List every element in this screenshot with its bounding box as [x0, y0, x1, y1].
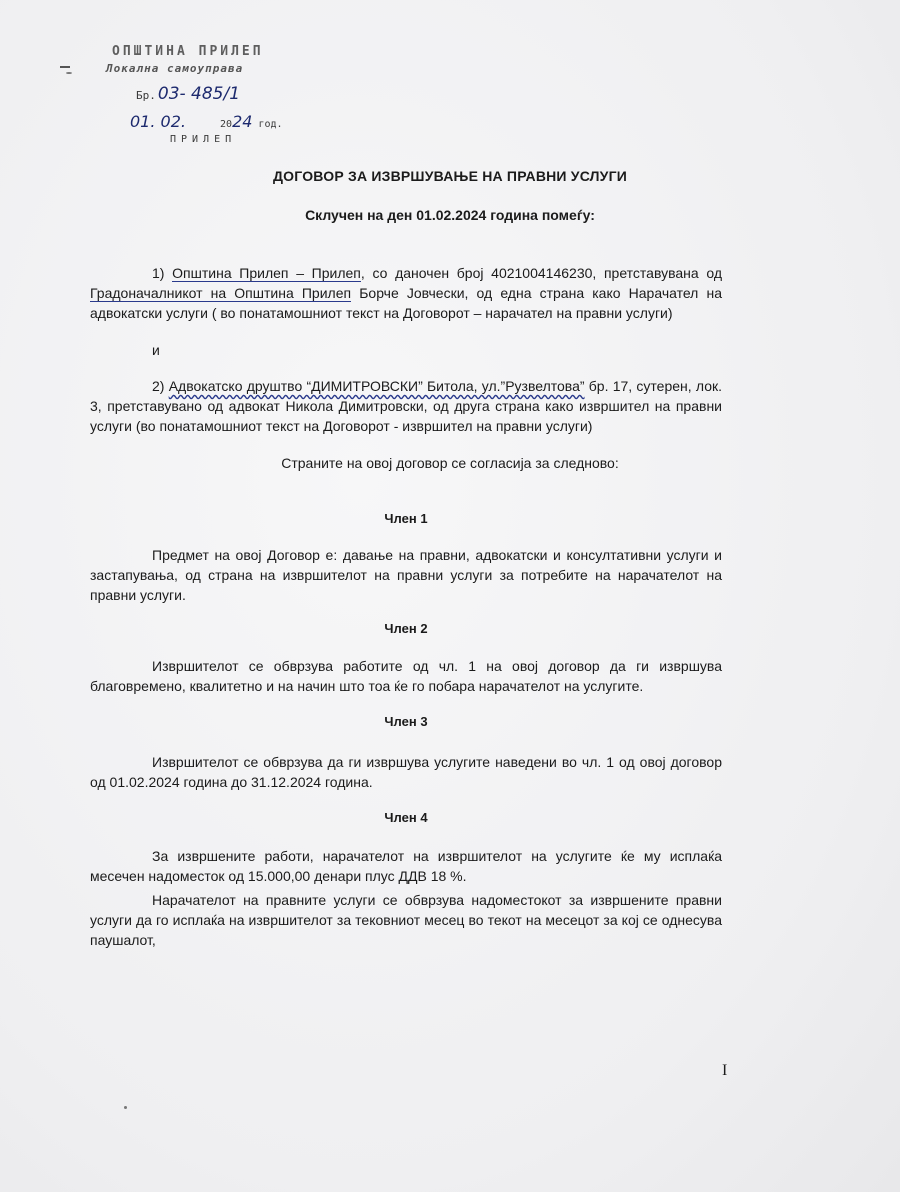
- party-1-rest: , со даночен број 4021004146230, претставувана од: [360, 265, 723, 281]
- agreement-line: Страните на овој договор се согласија за следново:: [281, 455, 619, 471]
- registry-stamp: [60, 40, 320, 145]
- article-1-paragraph: [90, 545, 722, 605]
- article-4-text-2: Нарачателот на правните услуги се обврзува надоместокот за извршените правни услуги да го исплаќа на извршителот за тековниот месец во текот на месецот за кој се однесува паушалот,: [90, 892, 722, 948]
- page-number: I: [722, 1062, 728, 1079]
- document-title: ДОГОВОР ЗА ИЗВРШУВАЊЕ НА ПРАВНИ УСЛУГИ: [272, 168, 627, 184]
- party-1-tail: Борче Јовчески, од една страна како Нарачател на адвокатски услуги ( во понатамошниот текст на Договорот – нарачател на правни услуги): [90, 285, 722, 321]
- stamp-year-value: 24: [232, 112, 253, 131]
- article-4-heading: Член 4: [384, 810, 428, 825]
- party-1-mayor: Градоначалникот на Општина Прилеп: [90, 285, 352, 301]
- party-2-name: Адвокатско друштво “ДИМИТРОВСКИ” Битола, ул.”Рузвелтова”: [168, 378, 585, 394]
- stamp-self-government: Локална самоуправа: [106, 62, 244, 75]
- article-2-heading: Член 2: [384, 621, 428, 636]
- paper-speck: [66, 72, 72, 74]
- document-subtitle: Склучен на ден 01.02.2024 година помеѓу:: [305, 207, 595, 223]
- stamp-date: [130, 112, 283, 131]
- article-3-text: Извршителот се обврзува да ги извршува услугите наведени во чл. 1 од овој договор од 01.02.2024 година до 31.12.2024 година.: [90, 754, 722, 790]
- article-1-heading: Член 1: [384, 511, 428, 526]
- article-1-text: Предмет на овој Договор е: давање на правни, адвокатски и консултативни услуги и застапувања, од страна на извршителот на правни услуги за потребите на нарачателот на правни услуги.: [90, 547, 722, 603]
- article-2-paragraph: [90, 656, 722, 696]
- and-text: и: [152, 342, 160, 358]
- party-2-rest: бр. 17, сутерен, лок. 3, претставувано од адвокат Никола Димитровски, од друга страна како извршител на правни услуги (во понатамошниот текст на Договорот - извршител на правни услуги): [90, 378, 723, 434]
- and-paragraph: [90, 340, 722, 360]
- stamp-year-suffix: год.: [258, 119, 283, 130]
- stamp-number: [136, 84, 240, 104]
- stamp-city: ПРИЛЕП: [170, 134, 237, 145]
- stamp-date-value: 01. 02.: [130, 112, 186, 131]
- stamp-number-label: Бр.: [136, 89, 156, 102]
- stamp-year-prefix: 20: [220, 119, 233, 130]
- article-4-paragraph: [90, 846, 722, 950]
- party-1-lead: 1): [152, 265, 165, 281]
- party-2-lead: 2): [152, 378, 169, 394]
- stamp-municipality: ОПШТИНА ПРИЛЕП: [112, 44, 264, 59]
- article-3-paragraph: [90, 752, 722, 792]
- stamp-mark: [60, 66, 70, 68]
- party-1-name: Општина Прилеп – Прилеп: [172, 265, 361, 281]
- article-2-text: Извршителот се обврзува работите од чл. 1 на овој договор да ги извршува благовремено, квалитетно и на начин што тоа ќе го побара нарачателот на услугите.: [90, 658, 722, 694]
- party-1-paragraph: [90, 263, 722, 323]
- party-2-paragraph: [90, 376, 722, 436]
- article-3-heading: Член 3: [384, 714, 428, 729]
- paper-speck: [124, 1106, 127, 1109]
- article-4-text: За извршените работи, нарачателот на извршителот на услугите ќе му исплаќа месечен надоместок од 15.000,00 денари плус ДДВ 18 %.: [90, 848, 722, 884]
- stamp-number-value: 03- 485/1: [157, 84, 241, 104]
